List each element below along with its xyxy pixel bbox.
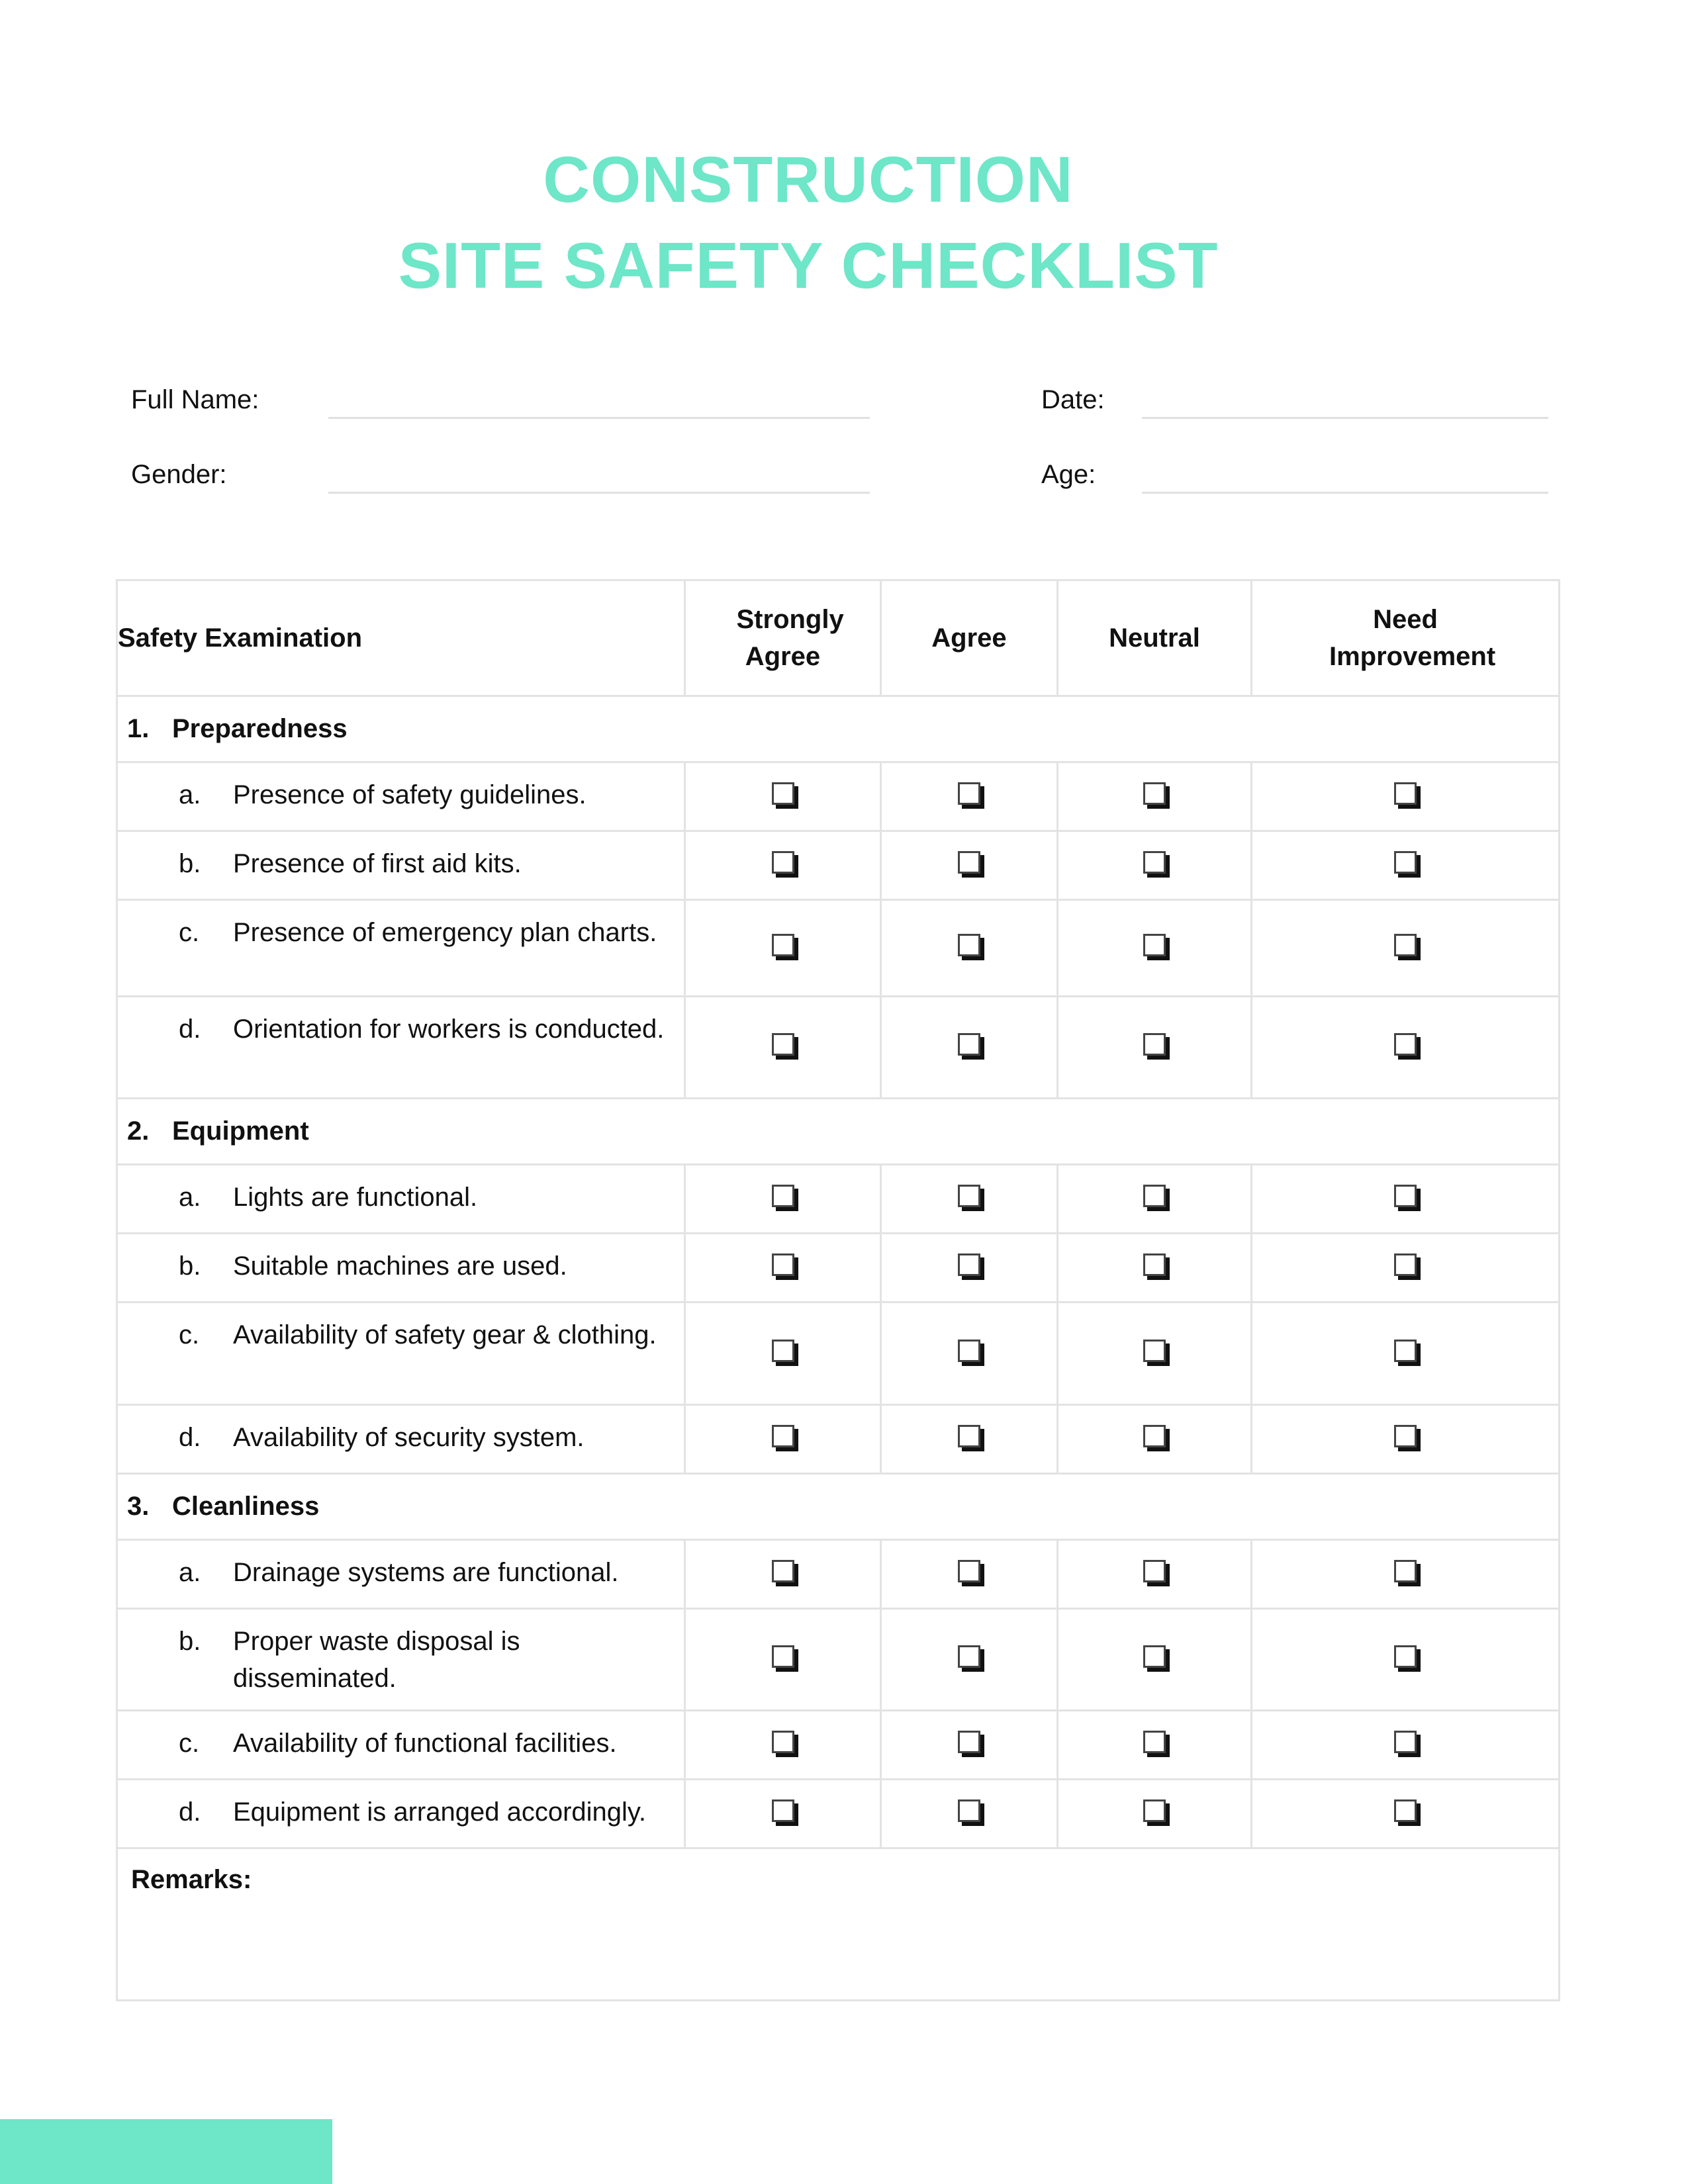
- checkbox-need-improvement-icon[interactable]: [1394, 782, 1417, 805]
- table-row: [117, 1165, 1560, 1234]
- full-name-field[interactable]: [328, 417, 870, 419]
- section-number: 3.: [127, 1492, 150, 1521]
- cell-agree: [881, 1405, 1058, 1474]
- table-row: [117, 762, 1560, 831]
- cell-neutral: [1058, 831, 1252, 900]
- item-text: Equipment is arranged accordingly.: [233, 1797, 647, 1827]
- cell-strongly-agree: [685, 831, 881, 900]
- cell-need-improvement: [1252, 997, 1560, 1099]
- cell-need-improvement: [1252, 1609, 1560, 1711]
- cell-agree: [881, 1780, 1058, 1848]
- cell-agree: [881, 900, 1058, 997]
- item-letter: c.: [179, 918, 200, 947]
- cell-neutral: [1058, 900, 1252, 997]
- checkbox-agree-icon[interactable]: [958, 1799, 980, 1822]
- item-text: Drainage systems are functional.: [233, 1558, 619, 1587]
- remarks-row: [117, 1848, 1560, 2001]
- item-letter: d.: [179, 1797, 201, 1827]
- table-row: [117, 1609, 1560, 1711]
- checkbox-agree-icon[interactable]: [958, 1185, 980, 1207]
- checkbox-strongly-agree-icon[interactable]: [772, 1731, 794, 1753]
- item-text: Presence of emergency plan charts.: [233, 918, 657, 947]
- checkbox-neutral-icon[interactable]: [1143, 1425, 1166, 1447]
- item-text: Suitable machines are used.: [233, 1251, 567, 1281]
- item-cell: [117, 1302, 685, 1405]
- checkbox-strongly-agree-icon[interactable]: [772, 1560, 794, 1582]
- cell-agree: [881, 762, 1058, 831]
- item-cell: [117, 900, 685, 997]
- date-field[interactable]: [1142, 417, 1548, 419]
- item-cell: [117, 1540, 685, 1609]
- item-text: Availability of functional facilities.: [233, 1729, 617, 1758]
- section-number: 1.: [127, 714, 150, 743]
- age-field[interactable]: [1142, 492, 1548, 494]
- item-letter: a.: [179, 1558, 201, 1587]
- checkbox-agree-icon[interactable]: [958, 1560, 980, 1582]
- item-letter: b.: [179, 1251, 201, 1281]
- checkbox-neutral-icon[interactable]: [1143, 1731, 1166, 1753]
- cell-agree: [881, 997, 1058, 1099]
- checkbox-need-improvement-icon[interactable]: [1394, 1645, 1417, 1668]
- cell-strongly-agree: [685, 1234, 881, 1302]
- checkbox-strongly-agree-icon[interactable]: [772, 1185, 794, 1207]
- section-heading: [117, 1099, 1560, 1165]
- cell-need-improvement: [1252, 1165, 1560, 1234]
- section-row: [117, 696, 1560, 762]
- checkbox-agree-icon[interactable]: [958, 1033, 980, 1056]
- cell-neutral: [1058, 1405, 1252, 1474]
- checkbox-neutral-icon[interactable]: [1143, 1645, 1166, 1668]
- item-text: Orientation for workers is conducted.: [233, 1015, 665, 1044]
- title-line-1: CONSTRUCTION: [543, 143, 1074, 216]
- cell-neutral: [1058, 997, 1252, 1099]
- checkbox-neutral-icon[interactable]: [1143, 1560, 1166, 1582]
- cell-neutral: [1058, 1780, 1252, 1848]
- checkbox-strongly-agree-icon[interactable]: [772, 1799, 794, 1822]
- table-row: [117, 1780, 1560, 1848]
- item-cell: [117, 831, 685, 900]
- table-row: [117, 1540, 1560, 1609]
- cell-need-improvement: [1252, 1405, 1560, 1474]
- checkbox-strongly-agree-icon[interactable]: [772, 1425, 794, 1447]
- checkbox-agree-icon[interactable]: [958, 1340, 980, 1362]
- table-header-row: [117, 580, 1560, 696]
- item-letter: c.: [179, 1729, 200, 1758]
- date-label: Date:: [1041, 385, 1105, 414]
- safety-checklist-table: [116, 579, 1560, 2001]
- table-row: [117, 900, 1560, 997]
- checkbox-need-improvement-icon[interactable]: [1394, 1731, 1417, 1753]
- header-need-improvement: Need Improvement: [1252, 580, 1560, 696]
- checkbox-need-improvement-icon[interactable]: [1394, 1799, 1417, 1822]
- item-text: Presence of first aid kits.: [233, 849, 522, 878]
- section-number: 2.: [127, 1116, 150, 1146]
- item-letter: b.: [179, 849, 201, 878]
- cell-strongly-agree: [685, 1302, 881, 1405]
- cell-neutral: [1058, 1540, 1252, 1609]
- remarks-field[interactable]: [117, 1848, 1560, 2001]
- checkbox-strongly-agree-icon[interactable]: [772, 1253, 794, 1276]
- cell-strongly-agree: [685, 1780, 881, 1848]
- cell-strongly-agree: [685, 1165, 881, 1234]
- item-cell: [117, 1609, 685, 1711]
- item-letter: a.: [179, 1183, 201, 1212]
- item-cell: [117, 1234, 685, 1302]
- table-row: [117, 1234, 1560, 1302]
- cell-agree: [881, 1609, 1058, 1711]
- checkbox-strongly-agree-icon[interactable]: [772, 934, 794, 956]
- checkbox-strongly-agree-icon[interactable]: [772, 1033, 794, 1056]
- table-row: [117, 997, 1560, 1099]
- section-row: [117, 1474, 1560, 1540]
- checkbox-neutral-icon[interactable]: [1143, 934, 1166, 956]
- checkbox-need-improvement-icon[interactable]: [1394, 1033, 1417, 1056]
- cell-need-improvement: [1252, 1302, 1560, 1405]
- item-cell: [117, 1711, 685, 1780]
- item-text: Availability of safety gear & clothing.: [233, 1320, 657, 1349]
- checkbox-agree-icon[interactable]: [958, 1425, 980, 1447]
- cell-neutral: [1058, 1609, 1252, 1711]
- section-row: [117, 1099, 1560, 1165]
- checkbox-neutral-icon[interactable]: [1143, 1185, 1166, 1207]
- cell-strongly-agree: [685, 1540, 881, 1609]
- title-line-2: SITE SAFETY CHECKLIST: [398, 229, 1219, 302]
- checkbox-agree-icon[interactable]: [958, 851, 980, 874]
- table-row: [117, 831, 1560, 900]
- remarks-label: Remarks:: [131, 1865, 252, 1894]
- cell-need-improvement: [1252, 1780, 1560, 1848]
- item-text: Availability of security system.: [233, 1423, 585, 1452]
- cell-strongly-agree: [685, 762, 881, 831]
- cell-neutral: [1058, 1711, 1252, 1780]
- cell-neutral: [1058, 1302, 1252, 1405]
- age-label: Age:: [1041, 460, 1096, 489]
- header-neutral: Neutral: [1058, 580, 1252, 696]
- checkbox-agree-icon[interactable]: [958, 782, 980, 805]
- checkbox-neutral-icon[interactable]: [1143, 1033, 1166, 1056]
- cell-need-improvement: [1252, 900, 1560, 997]
- item-letter: c.: [179, 1320, 200, 1349]
- gender-field[interactable]: [328, 492, 870, 494]
- footer-accent-bar: [0, 2119, 332, 2184]
- gender-label: Gender:: [131, 460, 227, 489]
- cell-agree: [881, 1234, 1058, 1302]
- checkbox-need-improvement-icon[interactable]: [1394, 1253, 1417, 1276]
- cell-need-improvement: [1252, 1711, 1560, 1780]
- cell-need-improvement: [1252, 1234, 1560, 1302]
- item-text: Proper waste disposal is disseminated.: [233, 1627, 520, 1693]
- checkbox-strongly-agree-icon[interactable]: [772, 782, 794, 805]
- checkbox-strongly-agree-icon[interactable]: [772, 1645, 794, 1668]
- checkbox-need-improvement-icon[interactable]: [1394, 1185, 1417, 1207]
- section-title: Preparedness: [172, 714, 348, 743]
- item-letter: b.: [179, 1627, 201, 1656]
- section-heading: [117, 1474, 1560, 1540]
- cell-need-improvement: [1252, 1540, 1560, 1609]
- cell-neutral: [1058, 1234, 1252, 1302]
- cell-strongly-agree: [685, 1711, 881, 1780]
- checkbox-agree-icon[interactable]: [958, 1253, 980, 1276]
- header-safety-examination: Safety Examination: [117, 580, 685, 696]
- table-row: [117, 1711, 1560, 1780]
- checkbox-agree-icon[interactable]: [958, 934, 980, 956]
- item-letter: d.: [179, 1015, 201, 1044]
- checkbox-need-improvement-icon[interactable]: [1394, 1340, 1417, 1362]
- cell-agree: [881, 1302, 1058, 1405]
- cell-agree: [881, 1711, 1058, 1780]
- checkbox-strongly-agree-icon[interactable]: [772, 851, 794, 874]
- cell-strongly-agree: [685, 1405, 881, 1474]
- item-cell: [117, 762, 685, 831]
- item-letter: d.: [179, 1423, 201, 1452]
- item-text: Presence of safety guidelines.: [233, 780, 586, 809]
- cell-agree: [881, 831, 1058, 900]
- section-heading: [117, 696, 1560, 762]
- checkbox-need-improvement-icon[interactable]: [1394, 851, 1417, 874]
- checkbox-need-improvement-icon[interactable]: [1394, 1560, 1417, 1582]
- item-cell: [117, 1780, 685, 1848]
- section-title: Equipment: [172, 1116, 309, 1146]
- table-row: [117, 1405, 1560, 1474]
- checkbox-agree-icon[interactable]: [958, 1645, 980, 1668]
- header-strongly-agree: Strongly Agree: [685, 580, 881, 696]
- checkbox-neutral-icon[interactable]: [1143, 1253, 1166, 1276]
- checkbox-neutral-icon[interactable]: [1143, 782, 1166, 805]
- cell-strongly-agree: [685, 900, 881, 997]
- cell-agree: [881, 1165, 1058, 1234]
- checkbox-neutral-icon[interactable]: [1143, 851, 1166, 874]
- cell-strongly-agree: [685, 997, 881, 1099]
- cell-strongly-agree: [685, 1609, 881, 1711]
- item-cell: [117, 997, 685, 1099]
- checkbox-neutral-icon[interactable]: [1143, 1799, 1166, 1822]
- checkbox-agree-icon[interactable]: [958, 1731, 980, 1753]
- section-title: Cleanliness: [172, 1492, 320, 1521]
- cell-need-improvement: [1252, 762, 1560, 831]
- item-letter: a.: [179, 780, 201, 809]
- full-name-label: Full Name:: [131, 385, 259, 414]
- header-agree: Agree: [881, 580, 1058, 696]
- checkbox-need-improvement-icon[interactable]: [1394, 934, 1417, 956]
- item-cell: [117, 1405, 685, 1474]
- checkbox-neutral-icon[interactable]: [1143, 1340, 1166, 1362]
- cell-need-improvement: [1252, 831, 1560, 900]
- cell-neutral: [1058, 1165, 1252, 1234]
- table-row: [117, 1302, 1560, 1405]
- checkbox-need-improvement-icon[interactable]: [1394, 1425, 1417, 1447]
- item-cell: [117, 1165, 685, 1234]
- item-text: Lights are functional.: [233, 1183, 478, 1212]
- cell-neutral: [1058, 762, 1252, 831]
- checkbox-strongly-agree-icon[interactable]: [772, 1340, 794, 1362]
- cell-agree: [881, 1540, 1058, 1609]
